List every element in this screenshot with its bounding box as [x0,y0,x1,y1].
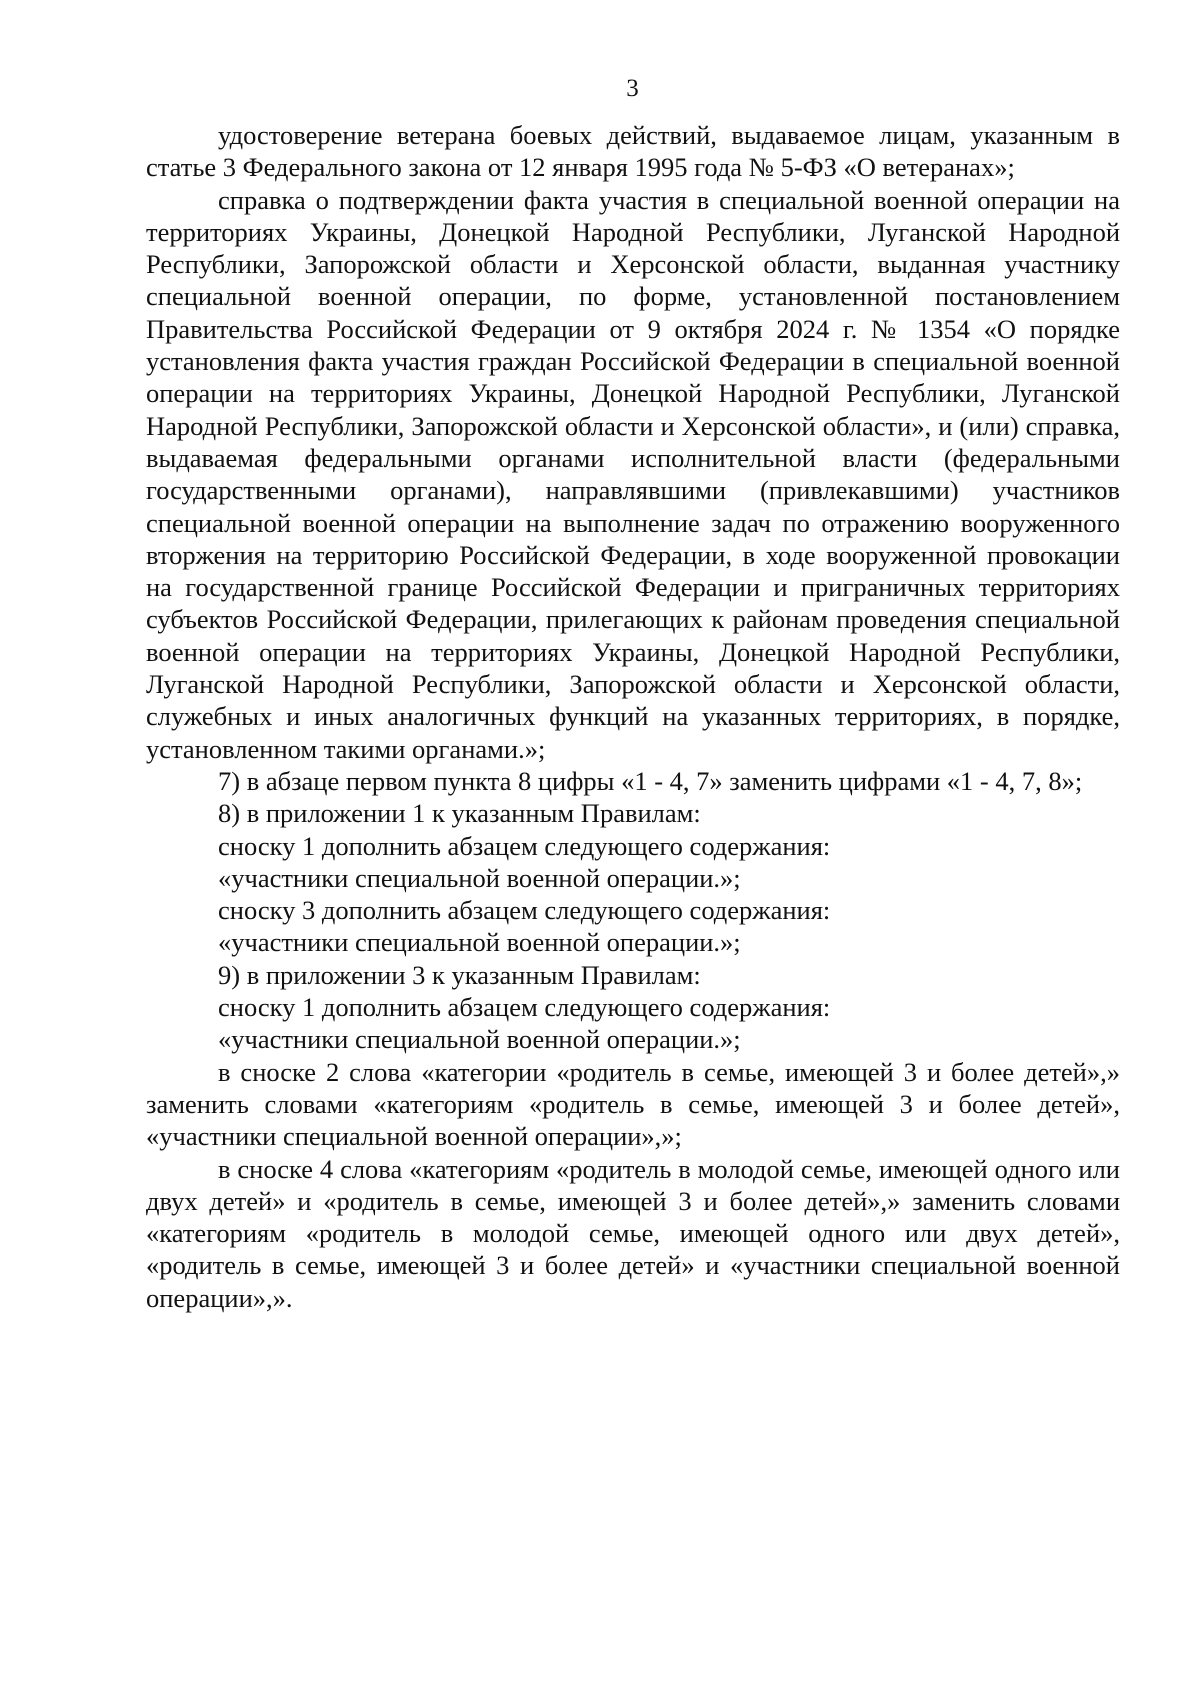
paragraph-footnote-2-app-3: в сноске 2 слова «категории «родитель в семье, имеющей 3 и более детей»,» заменить словами «категориям «родитель в семье, имеющей 3 и более детей», «участники специальной военной операции»,»; [146,1056,1120,1152]
paragraph-quote-2: «участники специальной военной операции.»; [218,927,741,958]
paragraph-footnote-1-app-3: сноску 1 дополнить абзацем следующего содержания: [218,992,831,1023]
page-number: 3 [626,75,639,102]
paragraph-svo-certificate: справка о подтверждении факта участия в специальной военной операции на территориях Украины, Донецкой Народной Республики, Луганской Народной Республики, Запорожской области и Херсонской области, выданная участнику специальной военной операции, по форме, установленной постановлением Правительства Российской Федерации от 9 октября 2024 г. № 1354 «О порядке установления факта участия граждан Российской Федерации в специальной военной операции на территориях Украины, Донецкой Народной Республики, Луганской Народной Республики, Запорожской области и Херсонской области», и (или) справка, выдаваемая федеральными органами исполнительной власти (федеральными государственными органами), направлявшими (привлекавшими) участников специальной военной операции на выполнение задач по отражению вооруженного вторжения на территорию Российской Федерации, в ходе вооруженной провокации на государственной границе Российской Федерации и приграничных территориях субъектов Российской Федерации, прилегающих к районам проведения специальной военной операции на территориях Украины, Донецкой Народной Республики, Луганской Народной Республики, Запорожской области и Херсонской области, служебных и иных аналогичных функций на указанных территориях, в порядке, установленном такими органами.»; [146,184,1120,764]
paragraph-quote-1: «участники специальной военной операции.»; [218,862,741,893]
paragraph-footnote-3-app-1: сноску 3 дополнить абзацем следующего содержания: [218,895,831,926]
paragraph-item-9: 9) в приложении 3 к указанным Правилам: [218,959,701,990]
paragraph-quote-3: «участники специальной военной операции.»; [218,1024,741,1055]
document-body [146,119,1120,1314]
paragraph-item-8: 8) в приложении 1 к указанным Правилам: [218,798,701,829]
paragraph-footnote-1-app-1: сноску 1 дополнить абзацем следующего содержания: [218,830,831,861]
paragraph-veteran-certificate: удостоверение ветерана боевых действий, выдаваемое лицам, указанным в статье 3 Федерального закона от 12 января 1995 года № 5-ФЗ «О ветеранах»; [146,120,1120,183]
paragraph-footnote-4-app-3: в сноске 4 слова «категориям «родитель в молодой семье, имеющей одного или двух детей» и «родитель в семье, имеющей 3 и более детей»,» заменить словами «категориям «родитель в молодой семье, имеющей одного или двух детей», «родитель в семье, имеющей 3 и более детей» и «участники специальной военной операции»,». [146,1153,1120,1313]
paragraph-item-7: 7) в абзаце первом пункта 8 цифры «1 - 4, 7» заменить цифрами «1 - 4, 7, 8»; [218,765,1083,796]
